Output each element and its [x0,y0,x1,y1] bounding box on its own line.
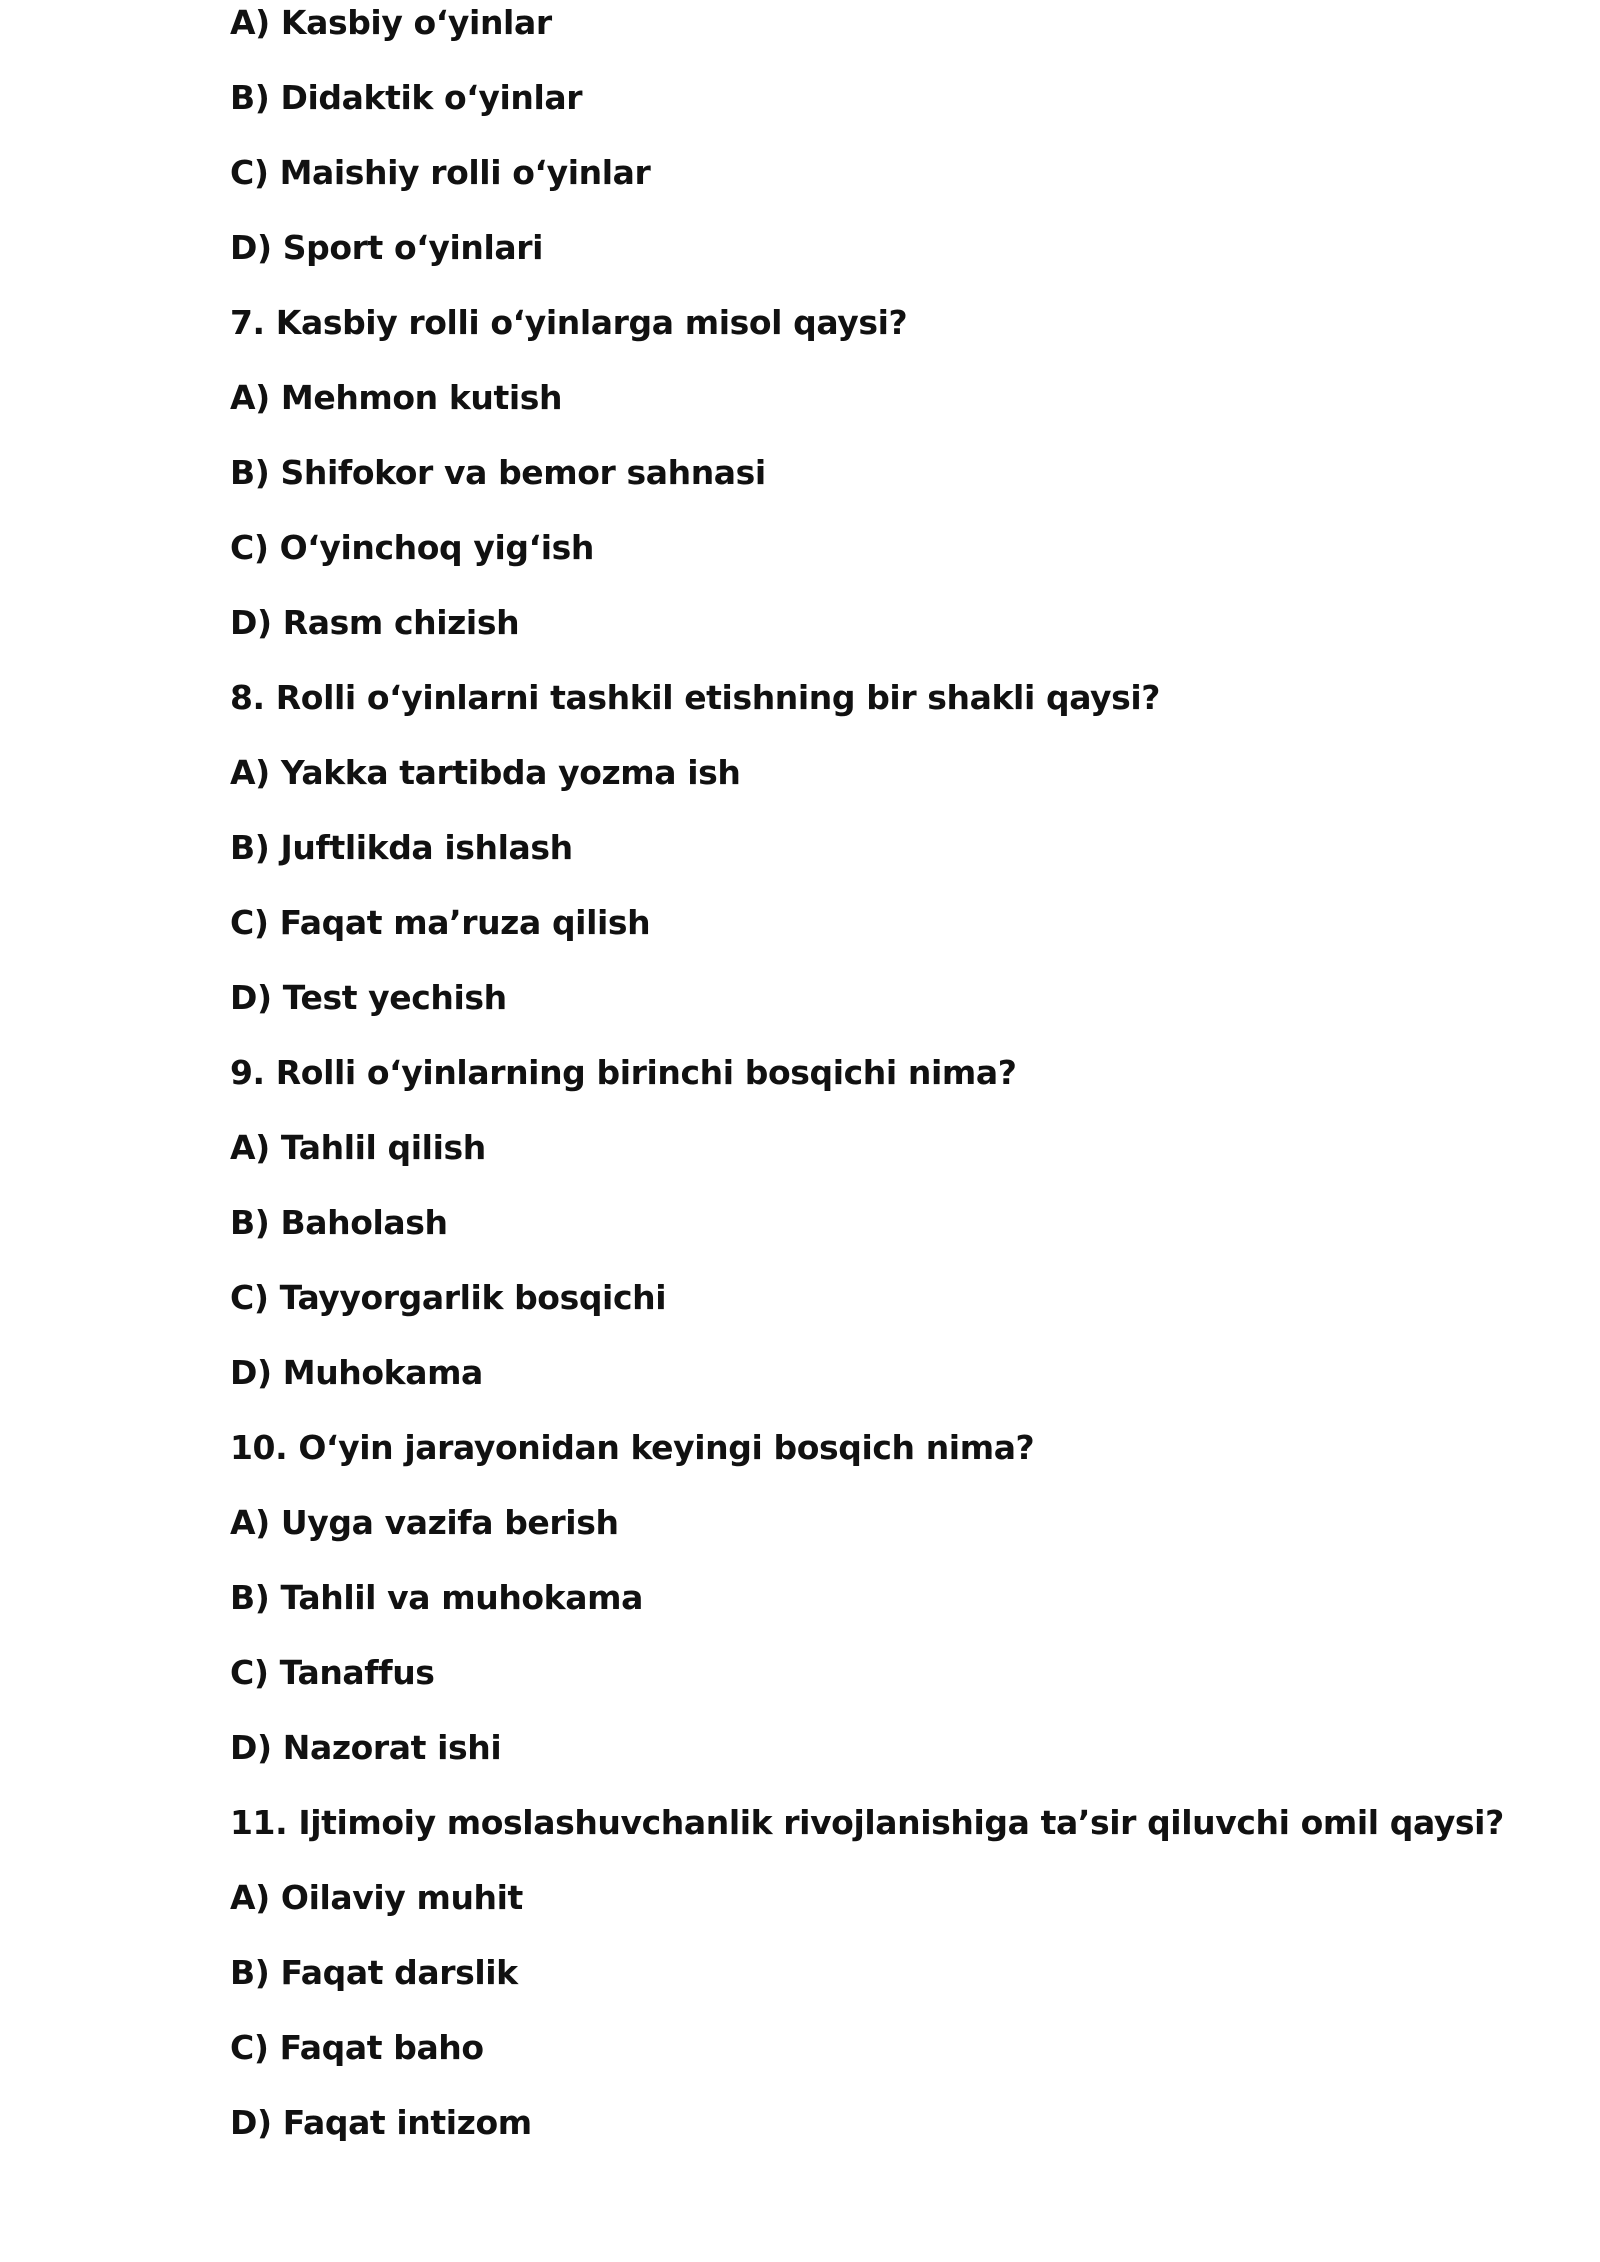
option-line: C) Tayyorgarlik bosqichi [230,1278,667,1317]
option-line: B) Shifokor va bemor sahnasi [230,453,766,492]
option-line: C) Tanaffus [230,1653,435,1692]
question-line: 8. Rolli o‘yinlarni tashkil etishning bir shakli qaysi? [230,678,1161,717]
option-line: A) Tahlil qilish [230,1128,486,1167]
question-line: 7. Kasbiy rolli o‘yinlarga misol qaysi? [230,303,908,342]
option-line: A) Yakka tartibda yozma ish [230,753,741,792]
option-line: D) Test yechish [230,978,507,1017]
option-line: A) Mehmon kutish [230,378,563,417]
option-line: A) Kasbiy o‘yinlar [230,3,552,42]
option-line: B) Tahlil va muhokama [230,1578,643,1617]
option-line: D) Rasm chizish [230,603,520,642]
option-line: B) Faqat darslik [230,1953,518,1992]
option-line: B) Baholash [230,1203,448,1242]
option-line: A) Oilaviy muhit [230,1878,523,1917]
option-line: C) Faqat ma’ruza qilish [230,903,651,942]
option-line: C) Faqat baho [230,2028,484,2067]
question-line: 11. Ijtimoiy moslashuvchanlik rivojlanishiga ta’sir qiluvchi omil qaysi? [230,1803,1504,1842]
option-line: B) Juftlikda ishlash [230,828,573,867]
question-line: 10. O‘yin jarayonidan keyingi bosqich nima? [230,1428,1035,1467]
option-line: D) Muhokama [230,1353,483,1392]
option-line: A) Uyga vazifa berish [230,1503,619,1542]
option-line: B) Didaktik o‘yinlar [230,78,583,117]
option-line: C) Maishiy rolli o‘yinlar [230,153,651,192]
option-line: C) O‘yinchoq yig‘ish [230,528,594,567]
question-line: 9. Rolli o‘yinlarning birinchi bosqichi nima? [230,1053,1017,1092]
option-line: D) Nazorat ishi [230,1728,502,1767]
option-line: D) Sport o‘yinlari [230,228,544,267]
option-line: D) Faqat intizom [230,2103,532,2142]
